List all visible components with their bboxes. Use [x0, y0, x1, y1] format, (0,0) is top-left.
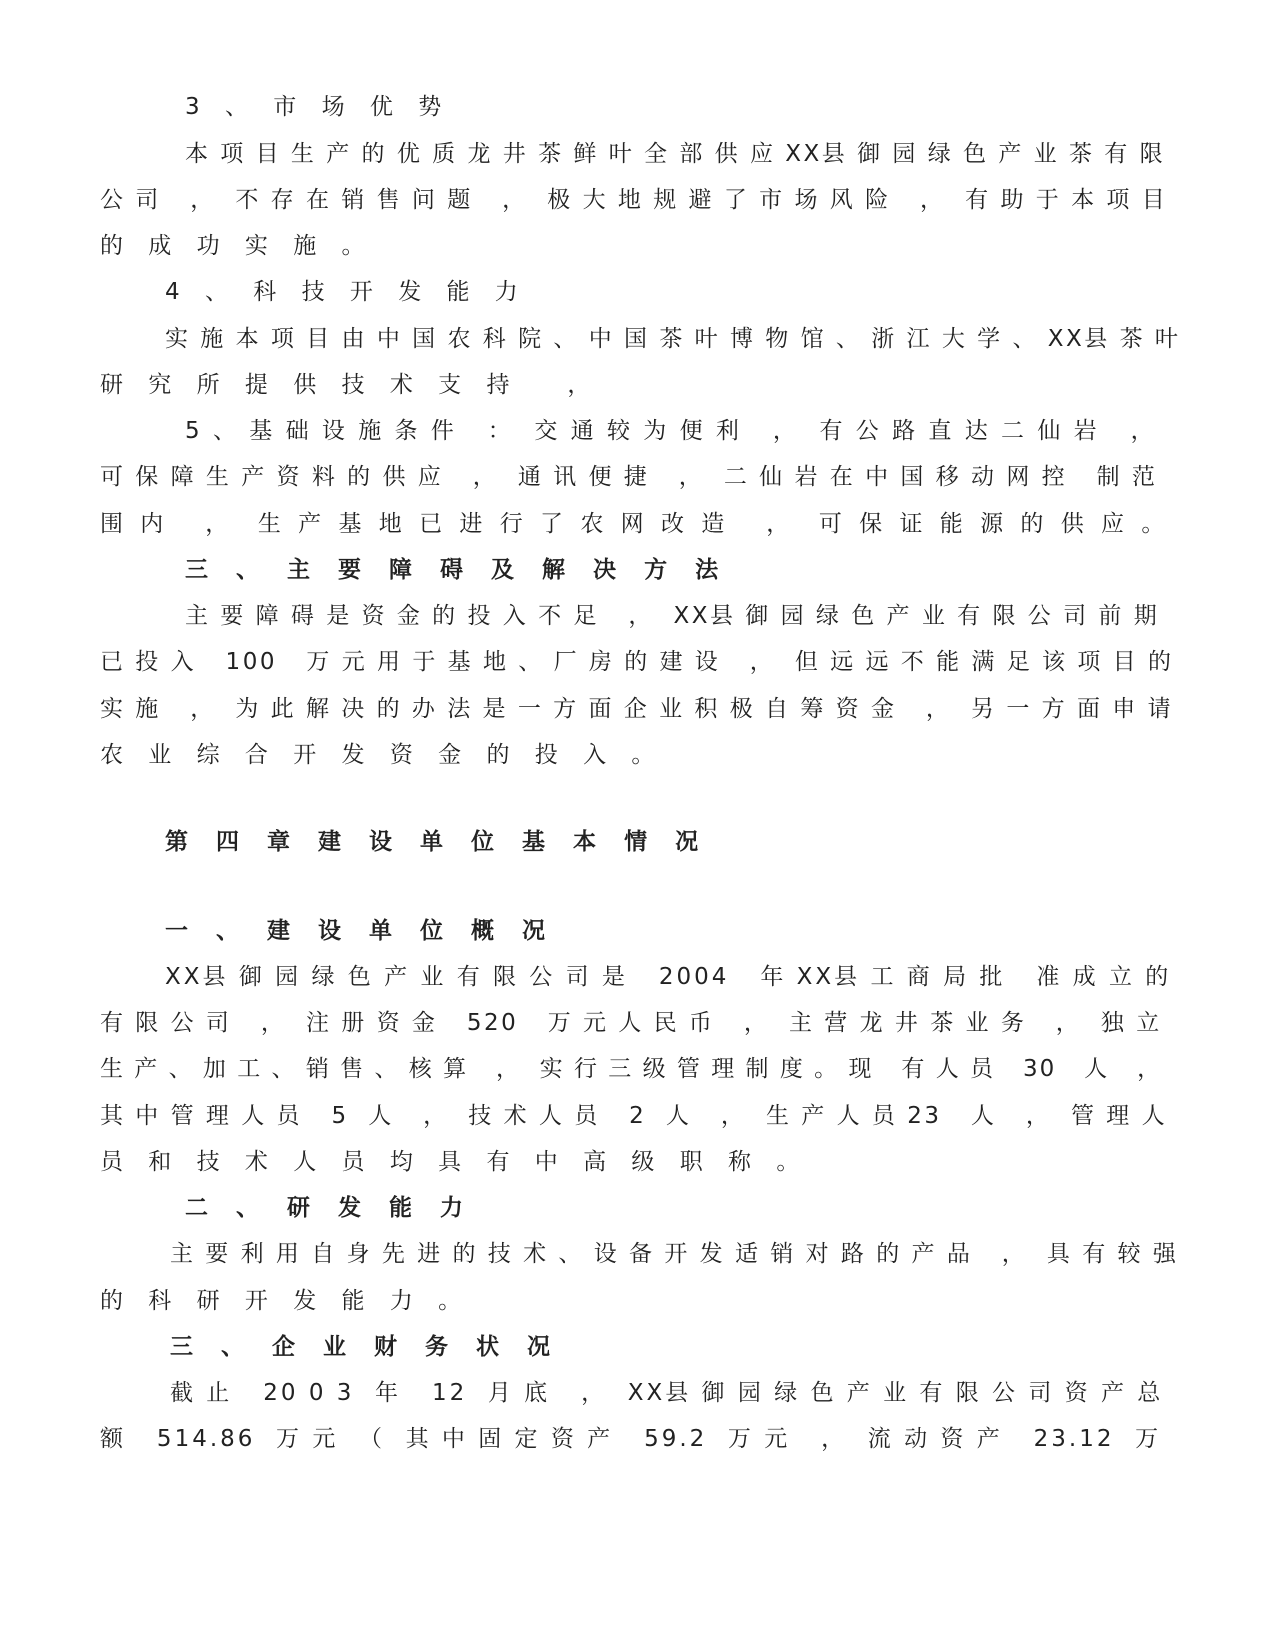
paragraph-line: 有 限 公 司 ， 注 册 资 金 520 万 元 人 民 币 ， 主 营 龙 井 茶 业 务 ， 独 立 [100, 1010, 1162, 1036]
subsection-heading-market-advantage: 3 、 市 场 优 势 [185, 94, 451, 120]
paragraph-line: 的 科 研 开 发 能 力 。 [100, 1288, 471, 1314]
paragraph-line: XX县 御 园 绿 色 产 业 有 限 公 司 是 2004 年 XX县 工 商 局 批 准 成 立 的 [165, 964, 1172, 990]
paragraph-line: 主 要 障 碍 是 资 金 的 投 入 不 足 ， XX县 御 园 绿 色 产 业 有 限 公 司 前 期 [185, 603, 1160, 629]
paragraph-line: 的 成 功 实 施 。 [100, 233, 374, 259]
paragraph-line: 生 产 、 加 工 、 销 售 、 核 算 ， 实 行 三 级 管 理 制 度 。 现 有 人 员 30 人 ， [100, 1056, 1163, 1082]
paragraph-line: 其 中 管 理 人 员 5 人 ， 技 术 人 员 2 人 ， 生 产 人 员 23 人 ， 管 理 人 [100, 1103, 1168, 1129]
paragraph-line: 围 内 ， 生 产 基 地 已 进 行 了 农 网 改 造 ， 可 保 证 能 源 的 供 应 。 [100, 511, 1170, 537]
paragraph-line: 5 、 基 础 设 施 条 件 ： 交 通 较 为 便 利 ， 有 公 路 直 达 二 仙 岩 ， [185, 418, 1157, 444]
paragraph-line: 已 投 入 100 万 元 用 于 基 地 、 厂 房 的 建 设 ， 但 远 远 不 能 满 足 该 项 目 的 [100, 649, 1174, 675]
section-heading-rd-capability: 二 、 研 发 能 力 [185, 1195, 474, 1221]
paragraph-line: 农 业 综 合 开 发 资 金 的 投 入 。 [100, 742, 664, 768]
paragraph-line: 本 项 目 生 产 的 优 质 龙 井 茶 鲜 叶 全 部 供 应 XX县 御 园 绿 色 产 业 茶 有 限 [185, 141, 1166, 167]
subsection-heading-tech-capability: 4 、 科 技 开 发 能 力 [165, 279, 527, 305]
section-heading-finance: 三 、 企 业 财 务 状 况 [170, 1334, 561, 1360]
paragraph-line: 主 要 利 用 自 身 先 进 的 技 术 、 设 备 开 发 适 销 对 路 的 产 品 ， 具 有 较 强 [170, 1241, 1179, 1267]
paragraph-line: 可 保 障 生 产 资 料 的 供 应 ， 通 讯 便 捷 ， 二 仙 岩 在 中 国 移 动 网 控 制 范 [100, 464, 1158, 490]
paragraph-line: 研 究 所 提 供 技 术 支 持 ， [100, 372, 600, 398]
paragraph-line: 截 止 20 0 3 年 12 月 底 ， XX县 御 园 绿 色 产 业 有 限 公 司 资 产 总 [170, 1380, 1164, 1406]
chapter-heading: 第 四 章 建 设 单 位 基 本 情 况 [165, 829, 709, 855]
paragraph-line: 员 和 技 术 人 员 均 具 有 中 高 级 职 称 。 [100, 1149, 809, 1175]
paragraph-line: 实 施 本 项 目 由 中 国 农 科 院 、 中 国 茶 叶 博 物 馆 、 浙 江 大 学 、 XX县 茶 叶 [165, 326, 1181, 352]
section-heading-obstacles: 三 、 主 要 障 碍 及 解 决 方 法 [185, 557, 729, 583]
paragraph-line: 公 司 ， 不 存 在 销 售 问 题 ， 极 大 地 规 避 了 市 场 风 险 ， 有 助 于 本 项 目 [100, 187, 1168, 213]
section-heading-overview: 一 、 建 设 单 位 概 况 [165, 918, 556, 944]
paragraph-line: 额 514.86 万 元 （ 其 中 固 定 资 产 59.2 万 元 ， 流 动 资 产 23.12 万 [100, 1426, 1162, 1452]
paragraph-line: 实 施 ， 为 此 解 决 的 办 法 是 一 方 面 企 业 积 极 自 筹 资 金 ， 另 一 方 面 申 请 [100, 696, 1174, 722]
